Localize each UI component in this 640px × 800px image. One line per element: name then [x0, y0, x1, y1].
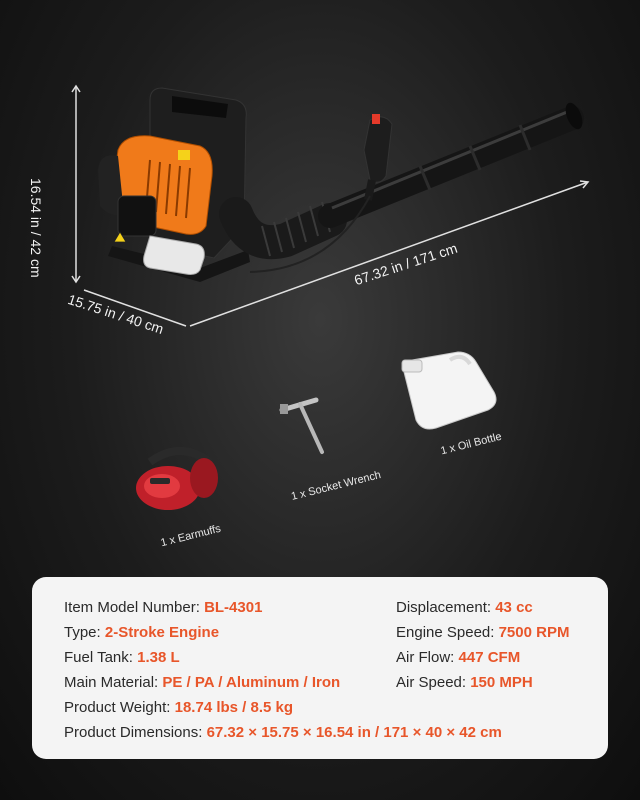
spec-air-flow: [396, 649, 520, 666]
spec-dims-label: Product Dimensions:: [64, 724, 203, 741]
spec-model-number: [64, 599, 262, 616]
spec-displacement-value: 43 cc: [495, 599, 533, 616]
spec-displacement-label: Displacement:: [396, 599, 492, 616]
spec-weight-label: Product Weight:: [64, 699, 171, 716]
spec-product-weight: [64, 699, 293, 716]
spec-type: [64, 624, 219, 641]
throttle-switch: [372, 114, 380, 124]
specifications-card: [32, 577, 608, 759]
spec-weight-value: 18.74 lbs / 8.5 kg: [174, 699, 294, 716]
spec-speed-label: Engine Speed:: [396, 624, 495, 641]
spec-fuel-label: Fuel Tank:: [64, 649, 133, 666]
spec-type-label: Type:: [64, 624, 101, 641]
spec-airflow-value: 447 CFM: [458, 649, 521, 666]
spec-material-value: PE / PA / Aluminum / Iron: [162, 674, 341, 691]
spec-displacement: [396, 599, 533, 616]
length-dimension-label: 67.32 in / 171 cm: [352, 239, 460, 289]
height-dimension-label: 16.54 in / 42 cm: [28, 178, 44, 278]
spec-model-value: BL-4301: [204, 599, 263, 616]
spec-type-value: 2-Stroke Engine: [104, 624, 220, 641]
oil-bottle-image: [402, 352, 496, 429]
earmuffs-image: [136, 451, 218, 510]
spec-main-material: [64, 674, 340, 691]
spec-material-label: Main Material:: [64, 674, 159, 691]
socket-wrench-image: [280, 400, 322, 452]
oil-bottle-label: 1 x Oil Bottle: [439, 430, 503, 458]
spec-product-dimensions: [64, 724, 502, 741]
socket-wrench-label: 1 x Socket Wrench: [289, 469, 383, 503]
spec-airspeed-value: 150 MPH: [470, 674, 533, 691]
spec-air-speed: [396, 674, 533, 691]
earmuffs-label: 1 x Earmuffs: [159, 522, 223, 550]
spec-fuel-tank: [64, 649, 180, 666]
spec-airflow-label: Air Flow:: [396, 649, 455, 666]
spec-airspeed-label: Air Speed:: [396, 674, 467, 691]
spec-dims-value: 67.32 × 15.75 × 16.54 in / 171 × 40 × 42 cm: [206, 724, 502, 741]
width-dimension-label: 15.75 in / 40 cm: [65, 290, 166, 338]
spec-speed-value: 7500 RPM: [498, 624, 570, 641]
spec-fuel-value: 1.38 L: [137, 649, 180, 666]
blower-backpack: [98, 88, 250, 282]
spec-engine-speed: [396, 624, 569, 641]
spec-model-label: Item Model Number:: [64, 599, 200, 616]
